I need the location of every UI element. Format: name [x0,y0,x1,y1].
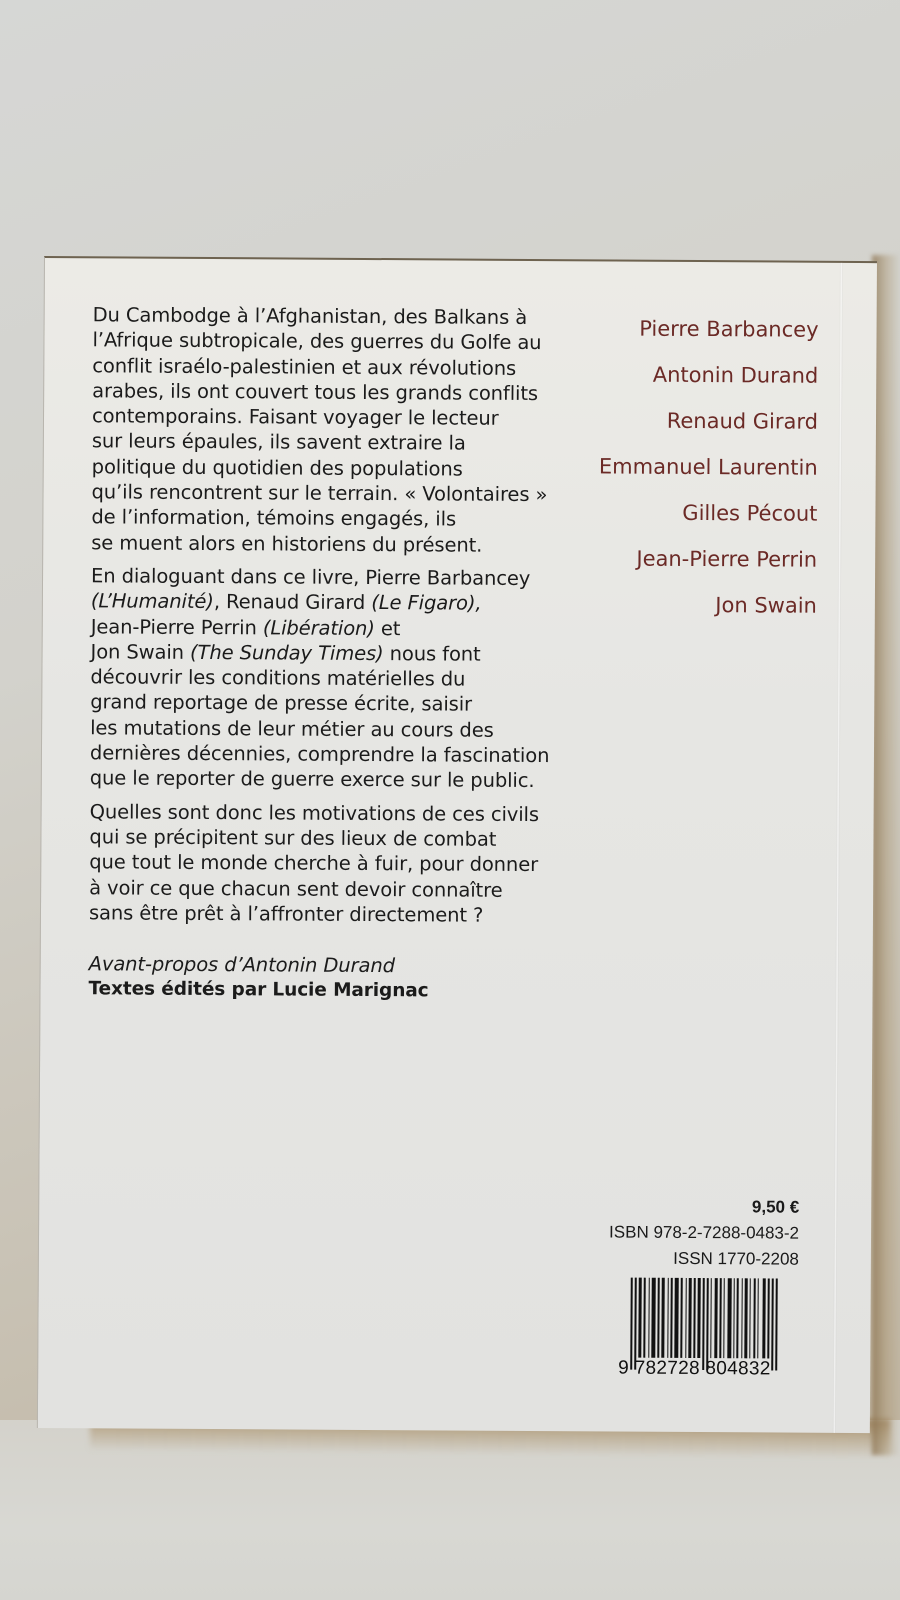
text-fragment: nous font [383,641,481,666]
text-line: Du Cambodge à l’Afghanistan, des Balkans à [92,303,528,329]
text-line [91,614,571,642]
text-line: à voir ce que chacun sent devoir connaître [89,875,503,902]
author-name: Jean-Pierre Perrin [636,546,818,572]
blurb-paragraph-1 [91,302,573,558]
text-fragment: , Renaud Girard [213,590,372,615]
text-line: sans être prêt à l’affronter directement ? [88,901,484,927]
foreword-credit: Avant-propos d’Antonin Durand [88,952,395,978]
publication-name: (Libération) [262,615,375,640]
text-fragment: Jean-Pierre Perrin [90,614,263,639]
text-line: que le reporter de guerre exerce sur le public. [89,766,535,793]
author-name: Emmanuel Laurentin [598,454,818,480]
text-line: qu’ils rencontrent sur le terrain. « Volontaires » [91,480,548,507]
text-line: les mutations de leur métier au cours des [90,716,494,742]
issn: ISSN 1770-2208 [673,1248,799,1269]
text-line: conflit israélo-palestinien et aux révolutions [92,353,517,380]
barcode [618,1278,811,1389]
spine-crease [833,263,843,1433]
book-right-shadow [872,255,900,1455]
text-fragment: et [374,616,401,640]
book-back-cover [37,256,877,1433]
text-line: de l’information, témoins engagés, ils [91,505,457,531]
text-line: que tout le monde cherche à fuir, pour donner [89,850,539,877]
text-line: arabes, ils ont couvert tous les grands conflits [92,379,539,405]
text-line: Quelles sont donc les motivations de ces civils [89,799,540,826]
blurb-text [88,302,572,1005]
text-line: qui se précipitent sur des lieux de combat [89,825,497,851]
text-line: découvrir les conditions matérielles du [90,665,466,691]
editor-credit: Textes édités par Lucie Marignac [88,978,429,1002]
text-line: dernières décennies, comprendre la fascination [89,741,550,768]
text-fragment: Jon Swain [90,640,191,664]
text-line: grand reportage de presse écrite, saisir [90,690,473,717]
retail-info [609,1193,799,1272]
publication-name: (Le Figaro), [371,591,482,615]
text-line: En dialoguant dans ce livre, Pierre Barbancey [90,564,531,590]
text-line [91,589,571,617]
author-name: Pierre Barbancey [639,316,819,342]
text-line: se muent alors en historiens du présent. [91,530,483,557]
blurb-paragraph-3 [89,799,570,928]
text-line: sur leurs épaules, ils savent extraire la [91,429,466,456]
text-line [91,639,571,667]
text-line: contemporains. Faisant voyager le lecteur [91,404,499,430]
price: 9,50 € [751,1197,800,1217]
author-list [598,305,819,628]
text-line: politique du quotidien des populations [91,455,463,481]
author-name: Antonin Durand [652,362,819,388]
blurb-paragraph-2 [90,563,571,794]
publication-name: (L’Humanité) [90,589,214,614]
author-name: Jon Swain [715,593,817,618]
isbn: ISBN 978-2-7288-0483-2 [609,1222,800,1243]
publication-name: (The Sunday Times) [190,640,384,665]
credits [88,951,568,1005]
barcode-bars-icon [630,1278,807,1367]
text-line: l’Afrique subtropicale, des guerres du Golfe au [92,328,542,355]
author-name: Gilles Pécout [682,500,818,526]
barcode-number: 9 782728 804832 [618,1357,771,1380]
author-name: Renaud Girard [666,408,819,434]
